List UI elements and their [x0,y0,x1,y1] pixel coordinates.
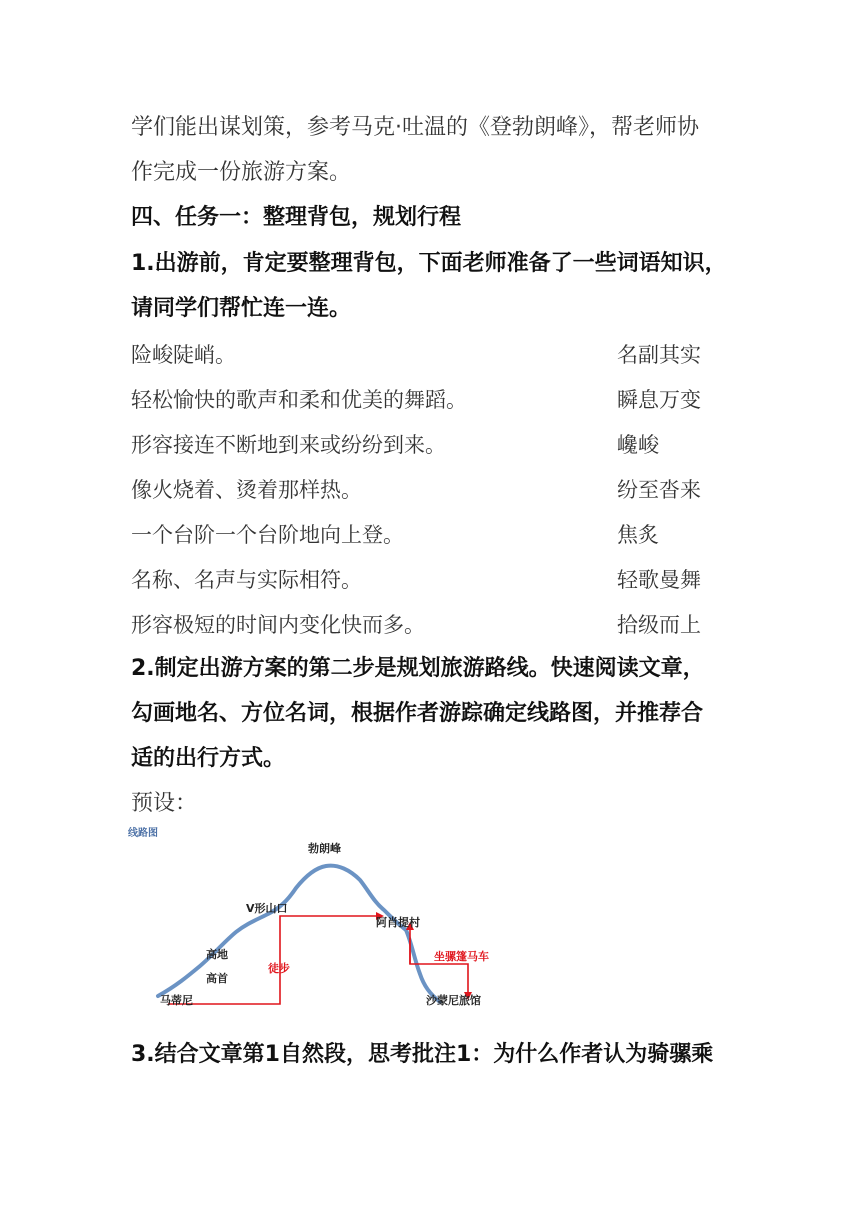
definition-item: 名称、名声与实际相符。 [131,568,362,592]
peak-label: 勃朗峰 [308,842,341,855]
section-heading: 四、任务一：整理背包，规划行程 [131,205,462,230]
question-2-line-3: 适的出行方式。 [131,746,286,771]
word-item: 轻歌曼舞 [617,568,701,592]
mountain-river-line [158,866,440,1002]
map-corner-label: 线路图 [128,828,158,839]
walk-label: 徒步 [268,962,290,975]
route-map [128,826,508,1018]
intro-line-2: 作完成一份旅游方案。 [131,160,352,185]
word-item: 名副其实 [617,343,701,367]
question-2-line-2: 勾画地名、方位名词，根据作者游踪确定线路图，并推荐合 [131,701,704,726]
definition-item: 一个台阶一个台阶地向上登。 [131,523,404,547]
question-3-line-1: 3.结合文章第1自然段，思考批注1：为什么作者认为骑骡乘 [131,1042,714,1067]
preset-label: 预设： [131,791,198,816]
top-label: 高首 [206,972,228,985]
question-1-line-2: 请同学们帮忙连一连。 [131,296,352,321]
question-1-line-1: 1.出游前，肯定要整理背包，下面老师准备了一些词语知识， [131,251,727,276]
definition-item: 形容接连不断地到来或纷纷到来。 [131,433,446,457]
definition-item: 险峻陡峭。 [131,343,236,367]
village-label: 阿肖提村 [376,916,420,929]
definition-item: 轻松愉快的歌声和柔和优美的舞蹈。 [131,388,467,412]
highland-label: 高地 [206,948,228,961]
definition-item: 形容极短的时间内变化快而多。 [131,613,425,637]
question-2-line-1: 2.制定出游方案的第二步是规划旅游路线。快速阅读文章， [131,656,705,681]
start-label: 马蒂尼 [160,994,193,1007]
hotel-label: 沙蒙尼旅馆 [426,994,481,1007]
word-item: 瞬息万变 [617,388,701,412]
carriage-label: 坐骡篷马车 [434,950,489,963]
v-pass-label: V形山口 [246,902,288,915]
word-item: 巉峻 [617,433,659,457]
definition-item: 像火烧着、烫着那样热。 [131,478,362,502]
word-item: 拾级而上 [617,613,701,637]
intro-line-1: 学们能出谋划策，参考马克·吐温的《登勃朗峰》，帮老师协 [131,115,699,140]
word-item: 焦炙 [617,523,659,547]
walk-route [168,916,376,1004]
word-item: 纷至沓来 [617,478,701,502]
